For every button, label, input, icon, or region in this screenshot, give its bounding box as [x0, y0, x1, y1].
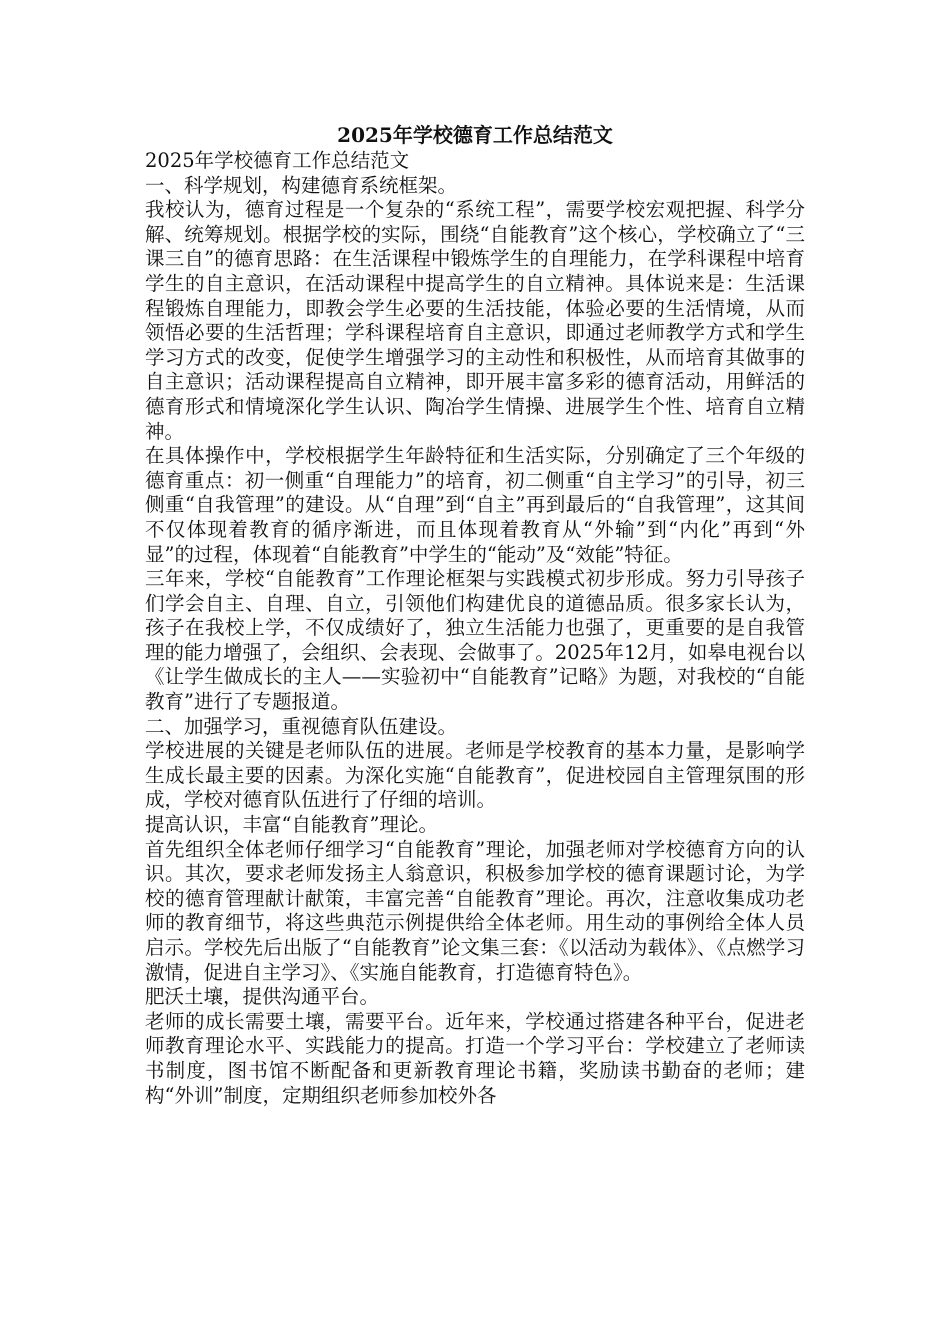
document-title: 2025年学校德育工作总结范文: [337, 123, 613, 147]
section-heading-1: 一、科学规划，构建德育系统框架。: [145, 173, 458, 197]
paragraph: 学校进展的关键是老师队伍的进展。老师是学校教育的基本力量，是影响学生成长最主要的因素。为深化实施“自能教育”，促进校园自主管理氛围的形成，学校对德育队伍进行了仔细的培训。: [145, 739, 805, 812]
paragraph: 我校认为，德育过程是一个复杂的“系统工程”，需要学校宏观把握、科学分解、统筹规划。根据学校的实际，围绕“自能教育”这个核心，学校确立了“三课三自”的德育思路：在生活课程中锻炼学生的自理能力，在学科课程中培育学生的自主意识，在活动课程中提高学生的自立精神。具体说来是：生活课程锻炼自理能力，即教会学生必要的生活技能，体验必要的生活情境，从而领悟必要的生活哲理；学科课程培育自主意识，即通过老师教学方式和学生学习方式的改变，促使学生增强学习的主动性和积极性，从而培育其做事的自主意识；活动课程提高自立精神，即开展丰富多彩的德育活动，用鲜活的德育形式和情境深化学生认识、陶冶学生情操、进展学生个性、培育自立精神。: [145, 198, 805, 443]
paragraph-subtitle: 2025年学校德育工作总结范文: [145, 149, 410, 172]
subheading: 肥沃土壤，提供沟通平台。: [145, 985, 380, 1009]
paragraph: 三年来，学校“自能教育”工作理论框架与实践模式初步形成。努力引导孩子们学会自主、自理、自立，引领他们构建优良的道德品质。很多家长认为，孩子在我校上学，不仅成绩好了，独立生活能力也强了，更重要的是自我管理的能力增强了，会组织、会表现、会做事了。2025年12月，如皋电视台以《让学生做成长的主人——实验初中“自能教育”记略》为题，对我校的“自能教育”进行了专题报道。: [145, 567, 805, 714]
section-heading-2: 二、加强学习，重视德育队伍建设。: [145, 714, 458, 738]
subheading: 提高认识，丰富“自能教育”理论。: [145, 813, 438, 837]
paragraph: 首先组织全体老师仔细学习“自能教育”理论，加强老师对学校德育方向的认识。其次，要求老师发扬主人翁意识，积极参加学校的德育课题讨论，为学校的德育管理献计献策，丰富完善“自能教育”理论。再次，注意收集成功老师的教育细节，将这些典范示例提供给全体老师。用生动的事例给全体人员启示。学校先后出版了“自能教育”论文集三套：《以活动为载体》、《点燃学习激情，促进自主学习》、《实施自能教育，打造德育特色》。: [145, 837, 805, 984]
paragraph: 老师的成长需要土壤，需要平台。近年来，学校通过搭建各种平台，促进老师教育理论水平、实践能力的提高。打造一个学习平台：学校建立了老师读书制度，图书馆不断配备和更新教育理论书籍，奖励读书勤奋的老师；建构“外训”制度，定期组织老师参加校外各: [145, 1009, 805, 1107]
document-page: [145, 122, 805, 1108]
paragraph: 在具体操作中，学校根据学生年龄特征和生活实际，分别确定了三个年级的德育重点：初一侧重“自理能力”的培育，初二侧重“自主学习”的引导，初三侧重“自我管理”的建设。从“自理”到“自主”再到最后的“自我管理”，这其间不仅体现着教育的循序渐进，而且体现着教育从“外输”到“内化”再到“外显”的过程，体现着“自能教育”中学生的“能动”及“效能”特征。: [145, 444, 805, 566]
